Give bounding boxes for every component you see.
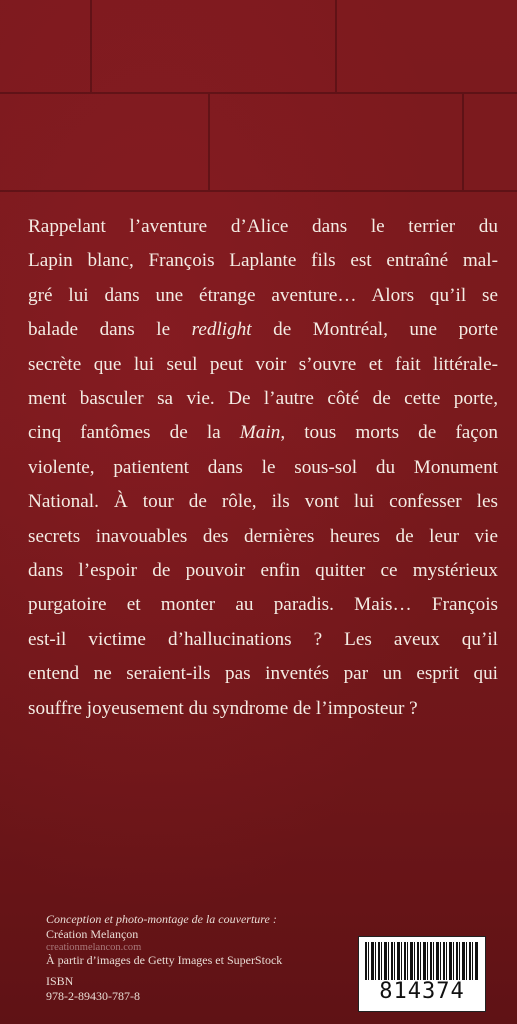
wall-line (0, 190, 517, 192)
isbn-number: 978-2-89430-787-8 (46, 989, 140, 1003)
blurb-line (28, 382, 498, 416)
blurb-text: secrets inavouables des dernières heures de leur vie (28, 525, 498, 547)
blurb-text: cinq fantômes de la (28, 422, 240, 444)
blurb-line (28, 416, 498, 450)
barcode-sticker (358, 936, 486, 1012)
blurb-text: est-il victime d’hallucinations ? Les aveux qu’il (28, 628, 498, 650)
designer-name: Création Melançon (46, 927, 139, 941)
blurb-line (28, 692, 498, 726)
wall-line (462, 94, 464, 190)
blurb-italic-term: redlight (191, 319, 252, 341)
wall-line (208, 94, 210, 190)
barcode-number: 814374 (379, 979, 465, 1004)
back-cover-blurb (28, 210, 498, 726)
images-credit: À partir d’images de Getty Images et SuperStock (46, 953, 283, 967)
blurb-text: de Montréal, une porte (251, 319, 498, 341)
blurb-text: violente, patientent dans le sous-sol du Monument (28, 456, 498, 478)
wall-line (90, 0, 92, 92)
wall-line (0, 92, 517, 94)
blurb-text: entend ne seraient-ils pas inventés par un esprit qui (28, 663, 498, 685)
blurb-text: Rappelant l’aventure d’Alice dans le terrier du (28, 216, 498, 237)
blurb-text: souffre joyeusement du syndrome de l’imposteur ? (28, 697, 418, 719)
blurb-line (28, 623, 498, 657)
blurb-line (28, 279, 498, 313)
isbn-label: ISBN (46, 974, 74, 988)
blurb-text: National. À tour de rôle, ils vont lui confesser les (28, 491, 498, 513)
blurb-line (28, 657, 498, 691)
blurb-line (28, 313, 498, 347)
blurb-line (28, 485, 498, 519)
barcode-bars (365, 942, 479, 980)
wall-line (335, 0, 337, 92)
blurb-line (28, 244, 498, 278)
blurb-italic-term: Main (239, 422, 281, 444)
blurb-line (28, 520, 498, 554)
blurb-line (28, 210, 498, 244)
cover-credits (46, 912, 346, 1004)
blurb-text: purgatoire et monter au paradis. Mais… François (28, 594, 498, 616)
conception-label: Conception et photo-montage de la couverture : (46, 912, 277, 926)
blurb-text: , tous morts de façon (280, 422, 498, 444)
blurb-text: ment basculer sa vie. De l’autre côté de cette porte, (28, 388, 498, 410)
blurb-text: secrète que lui seul peut voir s’ouvre et fait littérale- (28, 353, 498, 375)
blurb-text: balade dans le (28, 319, 192, 341)
blurb-line (28, 348, 498, 382)
blurb-line (28, 554, 498, 588)
blurb-line (28, 588, 498, 622)
blurb-line (28, 451, 498, 485)
blurb-text: Lapin blanc, François Laplante fils est entraîné mal- (28, 250, 498, 272)
blurb-text: dans l’espoir de pouvoir enfin quitter ce mystérieux (28, 560, 498, 582)
blurb-text: gré lui dans une étrange aventure… Alors qu’il se (28, 284, 498, 306)
designer-site: creationmelancon.com (46, 942, 142, 953)
